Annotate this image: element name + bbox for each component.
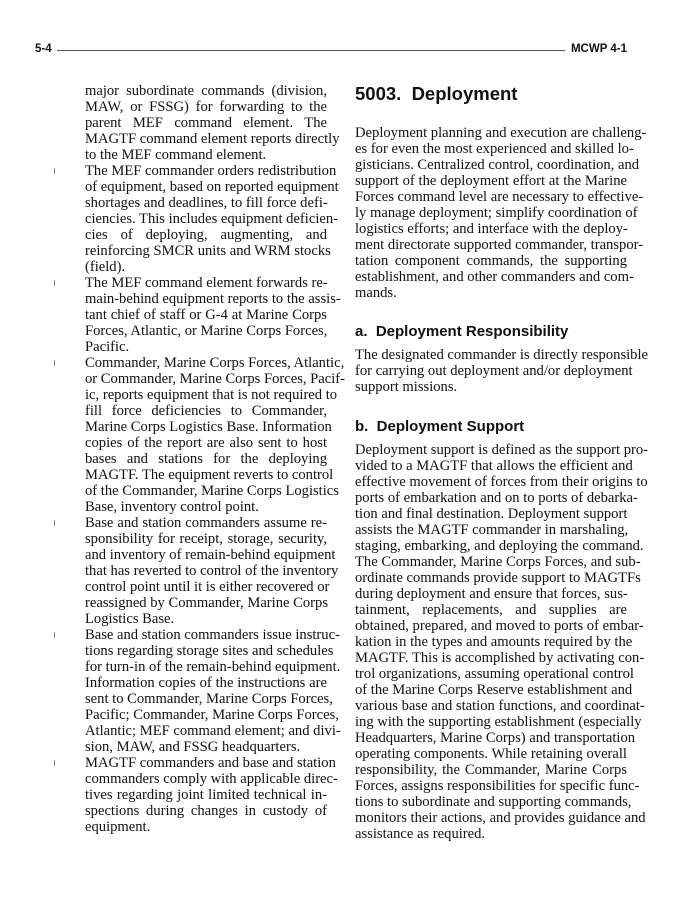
text-line: fill force deficiencies to Commander,: [85, 403, 327, 419]
text-line: various base and station functions, and coordinat-: [355, 698, 645, 714]
text-line: bases and stations for the deploying: [85, 451, 327, 467]
text-line: spections during changes in custody of: [85, 803, 327, 819]
text-line: Forces, assigns responsibilities for specific func-: [355, 778, 640, 794]
text-line: MAGTF commanders and base and station: [85, 755, 336, 771]
text-line: reinforcing SMCR units and WRM stocks: [85, 243, 331, 259]
text-line: Pacific.: [85, 339, 130, 355]
text-line: kation in the types and amounts required by the: [355, 634, 633, 650]
bullet-item: [85, 755, 338, 835]
bullet-item: [85, 515, 339, 627]
text-line: equipment.: [85, 819, 151, 835]
text-line: trol organizations, assuming operational control: [355, 666, 634, 682]
text-line: cies of deploying, augmenting, and: [85, 227, 327, 243]
text-line: of the Commander, Marine Corps Logistics: [85, 483, 339, 499]
text-line: obtained, prepared, and moved to ports of embar-: [355, 618, 644, 634]
left-column: [85, 83, 346, 835]
text-line: Headquarters, Marine Corps) and transportation: [355, 730, 636, 746]
page-number: 5-4: [35, 43, 52, 55]
support-paragraph: [355, 442, 649, 842]
text-line: operating components. While retaining overall: [355, 746, 627, 762]
text-line: control point until it is either recovered or: [85, 579, 330, 595]
subsection-heading-b: b. Deployment Support: [355, 418, 525, 435]
bullet-marker-icon: [54, 280, 55, 286]
text-line: ing with the supporting establishment (especially: [355, 714, 642, 730]
running-header: [35, 43, 627, 59]
text-line: Information copies of the instructions are: [85, 675, 327, 691]
text-line: MAGTF. The equipment reverts to control: [85, 467, 334, 483]
text-line: The MEF command element forwards re-: [85, 275, 328, 291]
publication-id: MCWP 4-1: [570, 43, 627, 55]
text-line: establishment, and other commanders and com-: [355, 269, 634, 285]
right-column: [355, 83, 649, 842]
text-line: for carrying out deployment and/or deployment: [355, 363, 633, 379]
text-line: tation component commands, the supporting: [355, 253, 627, 269]
text-line: major subordinate commands (division,: [85, 83, 327, 99]
text-line: parent MEF command element. The: [85, 115, 327, 131]
bullet-marker-icon: [54, 760, 55, 766]
bullet-marker-icon: [54, 520, 55, 526]
text-line: reassigned by Commander, Marine Corps: [85, 595, 328, 611]
text-line: ports of embarkation and on to ports of debarka-: [355, 490, 638, 506]
text-line: sion, MAW, and FSSG headquarters.: [85, 739, 301, 755]
bullet-item: [85, 275, 341, 355]
text-line: sent to Commander, Marine Corps Forces,: [85, 691, 333, 707]
text-line: The Commander, Marine Corps Forces, and sub-: [355, 554, 641, 570]
text-line: or Commander, Marine Corps Forces, Pacif-: [85, 371, 346, 387]
text-line: responsibility, the Commander, Marine Corps: [355, 762, 627, 778]
text-line: Forces command level are necessary to effective-: [355, 189, 644, 205]
text-line: sponsibility for receipt, storage, security,: [85, 531, 327, 547]
text-line: gisticians. Centralized control, coordination, and: [355, 157, 640, 173]
text-line: and inventory of remain-behind equipment: [85, 547, 336, 563]
bullet-marker-icon: [54, 632, 55, 638]
header-rule: [57, 50, 565, 51]
text-line: effective movement of forces from their origins to: [355, 474, 648, 490]
text-line: main-behind equipment reports to the assis-: [85, 291, 341, 307]
text-line: The MEF commander orders redistribution: [85, 163, 337, 179]
text-line: of equipment, based on reported equipment: [85, 179, 339, 195]
text-line: ly manage deployment; simplify coordination of: [355, 205, 638, 221]
text-line: logistics efforts; and interface with the deploy-: [355, 221, 628, 237]
text-line: MAGTF. This is accomplished by activating con-: [355, 650, 645, 666]
responsibility-paragraph: [355, 347, 649, 395]
text-line: tions to subordinate and supporting commands,: [355, 794, 632, 810]
text-line: tions regarding storage sites and schedules: [85, 643, 334, 659]
text-line: Base and station commanders assume re-: [85, 515, 327, 531]
text-line: assistance as required.: [355, 826, 486, 842]
section-heading: 5003. Deployment: [355, 83, 518, 104]
text-line: (field).: [85, 259, 126, 275]
text-line: ment directorate supported commander, transpor-: [355, 237, 644, 253]
text-line: mands.: [355, 285, 397, 301]
text-line: staging, embarking, and deploying the command.: [355, 538, 644, 554]
text-line: ic, reports equipment that is not required to: [85, 387, 338, 403]
bullet-item: [85, 627, 341, 755]
subsection-heading-a: a. Deployment Responsibility: [355, 323, 569, 340]
text-line: Pacific; Commander, Marine Corps Forces,: [85, 707, 339, 723]
text-line: commanders comply with applicable direc-: [85, 771, 338, 787]
text-line: assists the MAGTF commander in marshaling,: [355, 522, 629, 538]
text-line: tives regarding joint limited technical in-: [85, 787, 327, 803]
text-line: ordinate commands provide support to MAGTFs: [355, 570, 641, 586]
text-line: vided to a MAGTF that allows the efficient and: [355, 458, 633, 474]
text-line: Deployment support is defined as the support pro-: [355, 442, 649, 458]
text-line: Base, inventory control point.: [85, 499, 259, 515]
text-line: es for even the most experienced and skilled lo-: [355, 141, 634, 157]
text-line: shortages and deadlines, to fill force defi-: [85, 195, 328, 211]
text-line: Atlantic; MEF command element; and divi-: [85, 723, 341, 739]
text-line: tion and final destination. Deployment support: [355, 506, 628, 522]
spacer: [355, 301, 627, 323]
text-line: Marine Corps Logistics Base. Information: [85, 419, 332, 435]
text-line: Deployment planning and execution are challeng-: [355, 125, 647, 141]
text-line: that has reverted to control of the inventory: [85, 563, 339, 579]
text-line: monitors their actions, and provides guidance and: [355, 810, 646, 826]
text-line: Base and station commanders issue instruc-: [85, 627, 340, 643]
bullet-item: [85, 163, 339, 275]
text-line: Forces, Atlantic, or Marine Corps Forces,: [85, 323, 328, 339]
continuation-paragraph: [85, 83, 340, 163]
text-line: MAW, or FSSG) for forwarding to the: [85, 99, 327, 115]
text-line: tainment, replacements, and supplies are: [355, 602, 627, 618]
text-line: copies of the report are also sent to host: [85, 435, 327, 451]
text-line: support of the deployment effort at the Marine: [355, 173, 627, 189]
bullet-marker-icon: [54, 168, 55, 174]
text-line: Commander, Marine Corps Forces, Atlantic,: [85, 355, 345, 371]
spacer: [355, 395, 627, 418]
text-line: The designated commander is directly responsible: [355, 347, 649, 363]
text-line: to the MEF command element.: [85, 147, 267, 163]
text-line: ciencies. This includes equipment deficien-: [85, 211, 339, 227]
text-line: of the Marine Corps Reserve establishment and: [355, 682, 633, 698]
text-line: support missions.: [355, 379, 458, 395]
bullet-item: [85, 355, 346, 515]
text-line: MAGTF command element reports directly: [85, 131, 340, 147]
text-line: during deployment and ensure that forces, sus-: [355, 586, 628, 602]
text-line: for turn-in of the remain-behind equipment.: [85, 659, 341, 675]
intro-paragraph: [355, 125, 647, 301]
text-line: Logistics Base.: [85, 611, 175, 627]
text-line: tant chief of staff or G-4 at Marine Corps: [85, 307, 327, 323]
bullet-marker-icon: [54, 360, 55, 366]
